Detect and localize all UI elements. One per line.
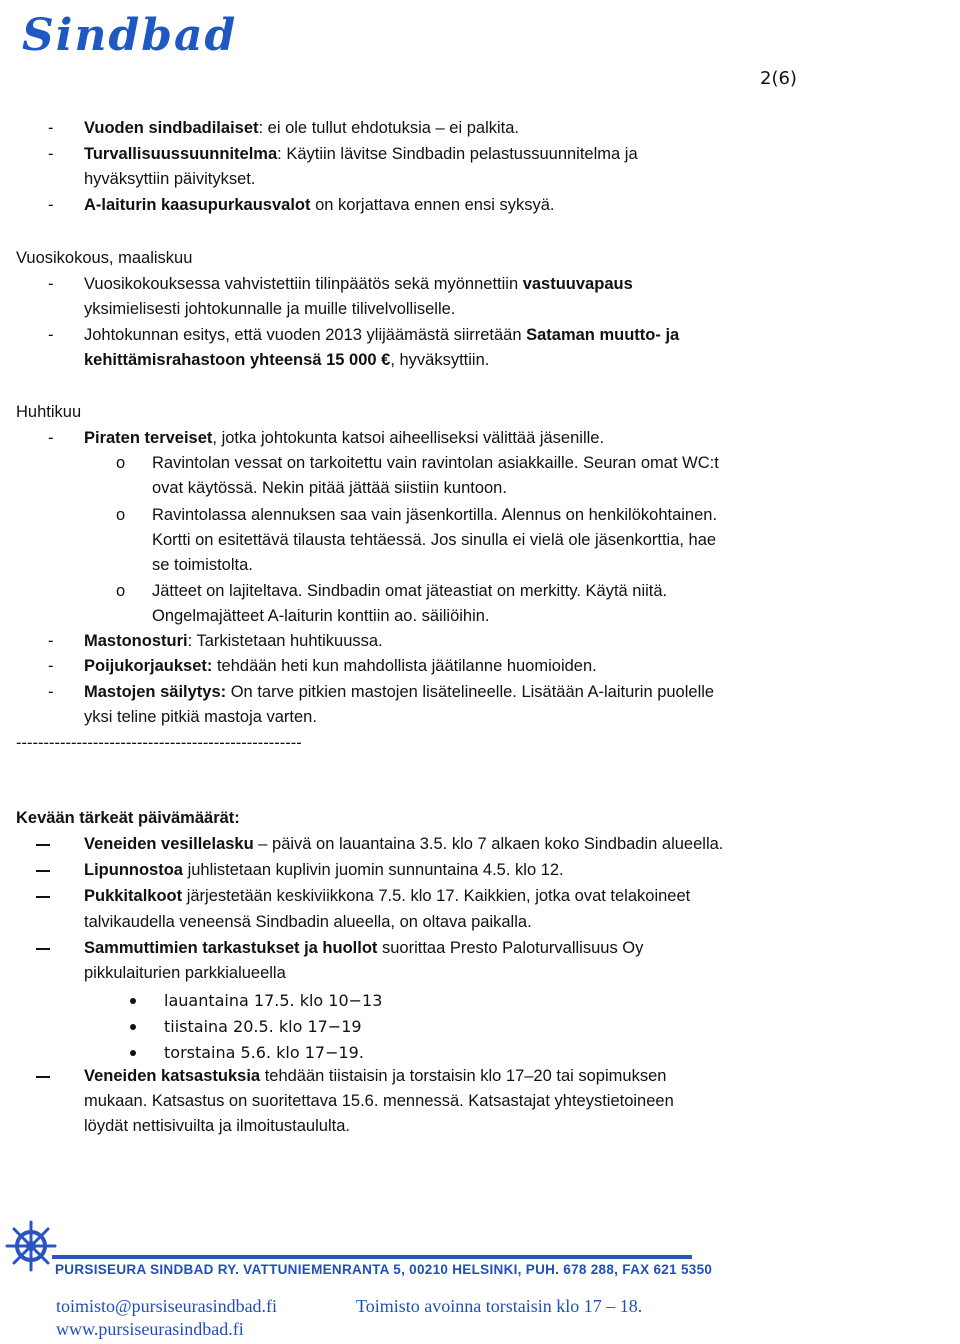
list-item: Johtokunnan esitys, että vuoden 2013 ylijäämästä siirretään Sataman muutto- ja [84,326,680,344]
list-item: Veneiden vesillelasku – päivä on lauantaina 3.5. klo 7 alkaen koko Sindbadin alueella. [84,835,724,853]
list-item-continuation: mukaan. Katsastus on suoritettava 15.6. mennessä. Katsastajat yhteystietoineen [84,1092,674,1110]
list-item: Sammuttimien tarkastukset ja huollot suorittaa Presto Paloturvallisuus Oy [84,939,644,957]
page-number: 2(6) [760,68,797,89]
ship-wheel-icon [4,1216,58,1276]
sub-list-item-continuation: Kortti on esitettävä tilausta tehtäessä. Jos sinulla ei vielä ole jäsenkorttia, hae [152,531,717,549]
list-item: Piraten terveiset, jotka johtokunta katsoi aiheelliseksi välittää jäsenille. [84,429,605,447]
list-bullet: - [48,196,54,214]
list-item: Mastonosturi: Tarkistetaan huhtikuussa. [84,632,383,650]
list-item-continuation: talvikaudella veneensä Sindbadin alueella, on oltava paikalla. [84,913,532,931]
list-bullet: - [48,119,54,137]
list-item: Vuosikokouksessa vahvistettiin tilinpäätös sekä myönnettiin vastuuvapaus [84,275,633,293]
sub-list-item-continuation: Ongelmajätteet A-laiturin konttiin ao. säiliöihin. [152,607,490,625]
footer-address: PURSISEURA SINDBAD RY. VATTUNIEMENRANTA 5, 00210 HELSINKI, PUH. 678 288, FAX 621 5350 [55,1262,713,1277]
section-heading-annual-meeting: Vuosikokous, maaliskuu [16,249,193,267]
sub-bullet: o [116,582,126,600]
list-item-continuation: yksi teline pitkiä mastoja varten. [84,708,317,726]
list-item: Pukkitalkoot järjestetään keskiviikkona 7.5. klo 17. Kaikkien, jotka ovat telakoineet [84,887,691,905]
dash-bullet [36,844,50,846]
list-item: Veneiden katsastuksia tehdään tiistaisin ja torstaisin klo 17–20 tai sopimuksen [84,1067,667,1085]
sub-list-item: Ravintolassa alennuksen saa vain jäsenkortilla. Alennus on henkilökohtainen. [152,506,718,524]
list-item-continuation: pikkulaiturien parkkialueella [84,964,286,982]
sindbad-logo [10,6,238,66]
dash-bullet [36,948,50,950]
list-item: A-laiturin kaasupurkausvalot on korjattava ennen ensi syksyä. [84,196,555,214]
sub-list-item-continuation: se toimistolta. [152,556,253,574]
list-item-continuation: hyväksyttiin päivitykset. [84,170,256,188]
round-bullet [130,998,136,1004]
list-item-continuation: löydät nettisivuilta ja ilmoitustaululta. [84,1117,350,1135]
list-bullet: - [48,657,54,675]
list-item: Vuoden sindbadilaiset: ei ole tullut ehdotuksia – ei palkita. [84,119,519,137]
sub-list-item-continuation: ovat käytössä. Nekin pitää jättää siistiin kuntoon. [152,479,507,497]
list-item-continuation: yksimielisesti johtokunnalle ja muille tilivelvolliselle. [84,300,456,318]
dash-bullet [36,896,50,898]
sub-list-item: Ravintolan vessat on tarkoitettu vain ravintolan asiakkaille. Seuran omat WC:t [152,454,719,472]
sub-bullet: o [116,454,126,472]
list-item: Mastojen säilytys: On tarve pitkien mastojen lisätelineelle. Lisätään A-laiturin puolelle [84,683,715,701]
inspection-date: lauantaina 17.5. klo 10−13 [164,991,383,1010]
footer-office-hours: Toimisto avoinna torstaisin klo 17 – 18. [356,1296,643,1316]
footer-email-link[interactable]: toimisto@pursiseurasindbad.fi [56,1296,278,1316]
round-bullet [130,1050,136,1056]
list-bullet: - [48,326,54,344]
separator-line: ---------------------------------------------------- [16,734,302,752]
sub-bullet: o [116,506,126,524]
section-heading-april: Huhtikuu [16,403,82,421]
list-bullet: - [48,429,54,447]
dash-bullet [36,1076,50,1078]
list-item: Lipunnostoa juhlistetaan kuplivin juomin sunnuntaina 4.5. klo 12. [84,861,564,879]
list-bullet: - [48,145,54,163]
list-item: Poijukorjaukset: tehdään heti kun mahdollista jäätilanne huomioiden. [84,657,597,675]
list-item-continuation: kehittämisrahastoon yhteensä 15 000 €, hyväksyttiin. [84,351,490,369]
inspection-date: tiistaina 20.5. klo 17−19 [164,1017,362,1036]
list-item: Turvallisuussuunnitelma: Käytiin lävitse Sindbadin pelastussuunnitelma ja [84,145,638,163]
footer-rule [52,1255,692,1259]
list-bullet: - [48,275,54,293]
list-bullet: - [48,632,54,650]
footer-website-link[interactable]: www.pursiseurasindbad.fi [56,1319,244,1339]
round-bullet [130,1024,136,1030]
sub-list-item: Jätteet on lajiteltava. Sindbadin omat jäteastiat on merkitty. Käytä niitä. [152,582,668,600]
logo-text: Sindbad [22,10,238,61]
list-bullet: - [48,683,54,701]
inspection-date: torstaina 5.6. klo 17−19. [164,1043,364,1062]
dash-bullet [36,870,50,872]
section-heading-spring-dates: Kevään tärkeät päivämäärät: [16,809,240,827]
